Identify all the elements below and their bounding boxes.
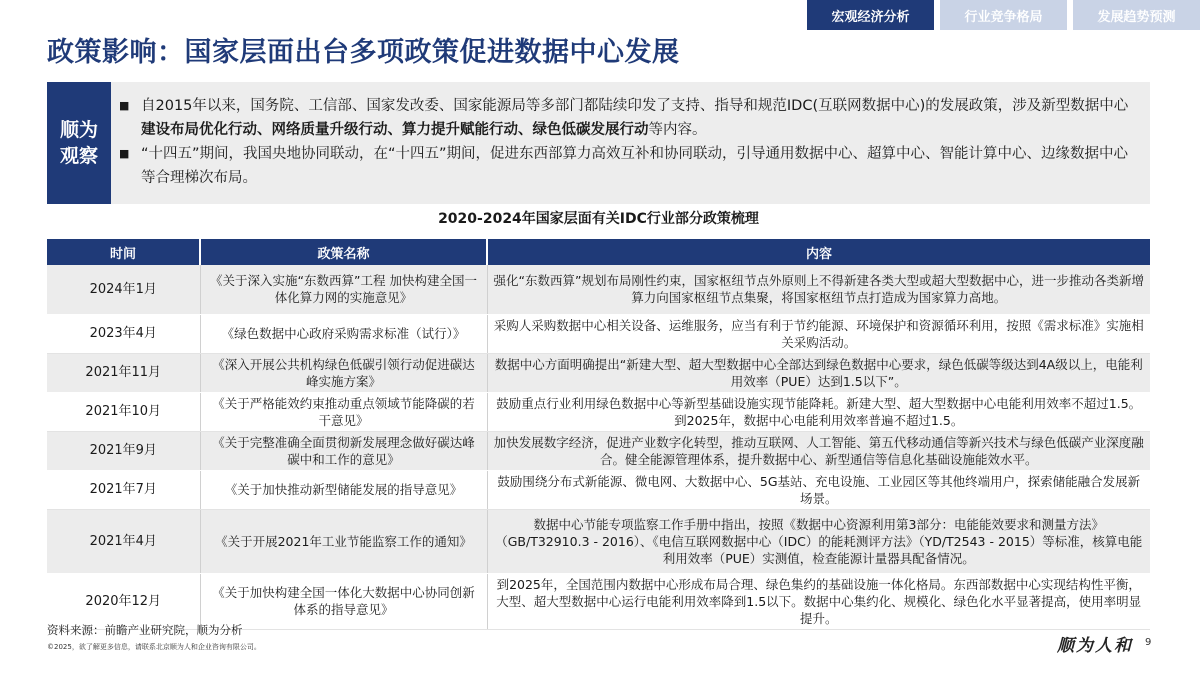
header-time: 时间	[47, 239, 200, 265]
observation-bullet-1	[119, 94, 1139, 142]
cell-policy-name: 《深入开展公共机构绿色低碳引领行动促进碳达峰实施方案》	[200, 353, 487, 392]
cell-content: 数据中心节能专项监察工作手册中指出，按照《数据中心资源利用第3部分：电能能效要求和测量方法》（GB/T32910.3 - 2016）、《电信互联网数据中心（IDC）的能耗测评方法》（YD/T2543 - 2015）等标准，核算电能利用效率（PUE）实测值，检查能源计量器具配备情况。	[487, 509, 1150, 573]
copyright-note: ©2025，欲了解更多信息，请联系北京顺为人和企业咨询有限公司。	[47, 643, 261, 651]
cell-policy-name: 《关于完整准确全面贯彻新发展理念做好碳达峰碳中和工作的意见》	[200, 431, 487, 470]
cell-time: 2021年9月	[47, 431, 200, 470]
bullet1-tail: 等内容。	[648, 122, 707, 138]
source-note: 资料来源：前瞻产业研究院，顺为分析	[47, 623, 243, 637]
observation-label	[47, 82, 111, 204]
cell-policy-name: 《关于开展2021年工业节能监察工作的通知》	[200, 509, 487, 573]
observation-label-line2: 观察	[59, 145, 98, 167]
bullet2-text: “十四五”期间，我国央地协同联动，在“十四五”期间，促进东西部算力高效互补和协同联动，引导通用数据中心、超算中心、智能计算中心、边缘数据中心等合理梯次布局。	[141, 146, 1129, 186]
cell-content: 数据中心方面明确提出“新建大型、超大型数据中心全部达到绿色数据中心要求，绿色低碳等级达到4A级以上，电能利用效率（PUE）达到1.5以下”。	[487, 353, 1150, 392]
bullet1-bold-text: 建设布局优化行动、网络质量升级行动、算力提升赋能行动、绿色低碳发展行动	[141, 122, 649, 138]
cell-content: 鼓励围绕分布式新能源、微电网、大数据中心、5G基站、充电设施、工业园区等其他终端用户，探索储能融合发展新场景。	[487, 470, 1150, 509]
cell-time: 2021年11月	[47, 353, 200, 392]
cell-time: 2020年12月	[47, 573, 200, 629]
cell-policy-name: 《关于严格能效约束推动重点领域节能降碳的若干意见》	[200, 392, 487, 431]
observation-label-line1: 顺为	[59, 119, 98, 141]
table-row	[47, 353, 1150, 392]
cell-content: 强化“东数西算”规划布局刚性约束，国家枢纽节点外原则上不得新建各类大型或超大型数据中心，进一步推动各类新增算力向国家枢纽节点集聚，将国家枢纽节点打造成为国家算力高地。	[487, 265, 1150, 314]
header-policy-name: 政策名称	[200, 239, 487, 265]
table-row	[47, 470, 1150, 509]
tab-macro-economy[interactable]: 宏观经济分析	[807, 0, 934, 30]
table-row	[47, 265, 1150, 314]
cell-policy-name: 《关于加快构建全国一体化大数据中心协同创新体系的指导意见》	[200, 573, 487, 629]
table-row	[47, 573, 1150, 629]
cell-policy-name: 《关于深入实施“东数西算”工程 加快构建全国一体化算力网的实施意见》	[200, 265, 487, 314]
policy-table	[47, 239, 1150, 630]
header-content: 内容	[487, 239, 1150, 265]
observation-bullet-2	[119, 142, 1139, 190]
cell-content: 鼓励重点行业利用绿色数据中心等新型基础设施实现节能降耗。新建大型、超大型数据中心电能利用效率不超过1.5。到2025年，数据中心电能利用效率普遍不超过1.5。	[487, 392, 1150, 431]
table-row	[47, 509, 1150, 573]
observation-box	[47, 82, 1150, 204]
cell-time: 2021年7月	[47, 470, 200, 509]
table-row	[47, 431, 1150, 470]
page-number: 9	[1145, 637, 1152, 648]
square-bullet-icon	[119, 142, 141, 190]
table-title: 2020-2024年国家层面有关IDC行业部分政策梳理	[438, 211, 759, 227]
table-row	[47, 314, 1150, 353]
cell-content: 到2025年，全国范围内数据中心形成布局合理、绿色集约的基础设施一体化格局。东西部数据中心实现结构性平衡，大型、超大型数据中心运行电能利用效率降到1.5以下。数据中心集约化、规模化、绿色化水平显著提高，使用率明显提升。	[487, 573, 1150, 629]
cell-content: 采购人采购数据中心相关设备、运维服务，应当有利于节约能源、环境保护和资源循环利用，按照《需求标准》实施相关采购活动。	[487, 314, 1150, 353]
tab-competition[interactable]: 行业竞争格局	[940, 0, 1067, 30]
tab-trends[interactable]: 发展趋势预测	[1073, 0, 1200, 30]
table-header-row	[47, 239, 1150, 265]
cell-policy-name: 《关于加快推动新型储能发展的指导意见》	[200, 470, 487, 509]
cell-time: 2021年4月	[47, 509, 200, 573]
page-title: 政策影响：国家层面出台多项政策促进数据中心发展	[47, 37, 680, 68]
cell-time: 2024年1月	[47, 265, 200, 314]
cell-time: 2023年4月	[47, 314, 200, 353]
company-logo: 顺为人和	[1057, 636, 1133, 656]
bullet1-text: 自2015年以来，国务院、工信部、国家发改委、国家能源局等多部门都陆续印发了支持、指导和规范IDC(互联网数据中心)的发展政策，涉及新型数据中心	[141, 98, 1129, 114]
cell-content: 加快发展数字经济，促进产业数字化转型，推动互联网、人工智能、第五代移动通信等新兴技术与绿色低碳产业深度融合。健全能源管理体系，提升数据中心、新型通信等信息化基础设施能效水平。	[487, 431, 1150, 470]
cell-policy-name: 《绿色数据中心政府采购需求标准（试行）》	[200, 314, 487, 353]
cell-time: 2021年10月	[47, 392, 200, 431]
observation-text	[119, 94, 1139, 190]
section-tabs	[801, 0, 1200, 30]
square-bullet-icon	[119, 94, 141, 142]
table-row	[47, 392, 1150, 431]
